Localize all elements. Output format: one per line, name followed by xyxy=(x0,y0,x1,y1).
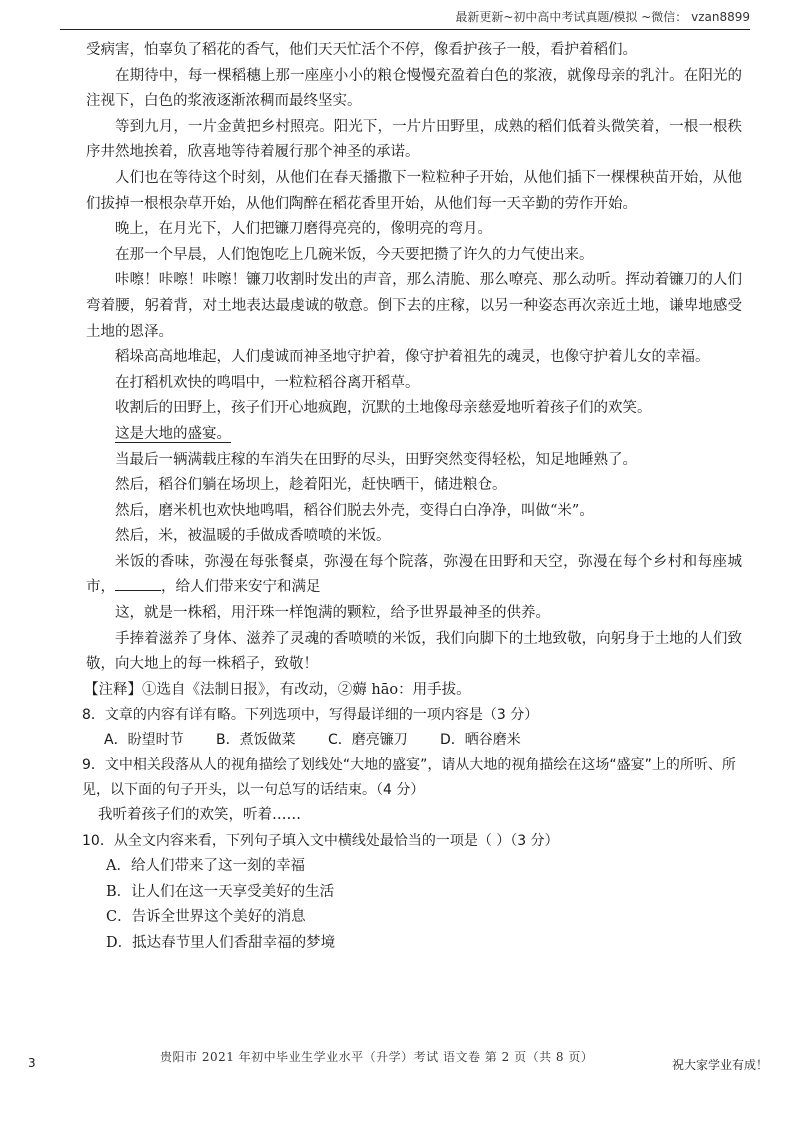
questions-section xyxy=(82,703,742,956)
passage-paragraph: 在那一个早晨，人们饱饱吃上几碗米饭，今天要把攒了许久的力气使出来。 xyxy=(115,246,594,263)
q10-option-c: C．告诉全世界这个美好的消息 xyxy=(106,909,306,926)
underlined-sentence: 这是大地的盛宴。 xyxy=(115,425,231,442)
passage-paragraph: 然后，稻谷们躺在场坝上，趁着阳光，赶快晒干，储进粮仓。 xyxy=(115,477,507,494)
footer-greeting: 祝大家学业有成！ xyxy=(671,1058,768,1072)
question-8-stem: 8．文章的内容有详有略。下列选项中，写得最详细的一项内容是（3 分） xyxy=(82,707,539,724)
question-9-lead: 我听着孩子们的欢笑，听着…… xyxy=(98,807,301,824)
page-header: 最新更新~初中高中考试真题/模拟 ~微信： vzan8899 xyxy=(60,8,750,30)
passage-paragraph: 咔嚓！咔嚓！咔嚓！镰刀收割时发出的声音，那么清脆、那么嘹亮、那么动听。挥动着镰刀的人们弯着腰，躬着背，对土地表达最虔诚的敬意。倒下去的庄稼，以另一种姿态再次亲近土地，谦卑地感受土地的恩泽。 xyxy=(86,272,742,340)
passage-paragraph: 等到九月，一片金黄把乡村照亮。阳光下，一片片田野里，成熟的稻们低着头微笑着，一根一根秩序井然地挨着，欣喜地等待着履行那个神圣的承诺。 xyxy=(86,118,742,161)
footer-exam-title: 贵阳市 2021 年初中毕业生学业水平（升学）考试 语文卷 第 2 页（共 8 页） xyxy=(160,1050,594,1064)
passage xyxy=(86,38,742,550)
page-number: 3 xyxy=(28,1056,36,1070)
passage-end-paragraph: 这，就是一株稻，用汗珠一样饱满的颗粒，给予世界最神圣的供养。 xyxy=(115,605,550,622)
passage-paragraph: 稻垛高高地堆起，人们虔诚而神圣地守护着，像守护着祖先的魂灵，也像守护着儿女的幸福。 xyxy=(115,349,710,366)
annotation-note: 【注释】①选自《法制日报》，有改动，②薅 hāo：用手拔。 xyxy=(84,681,471,698)
passage-end xyxy=(86,601,742,678)
q10-option-a: A．给人们带来了这一刻的幸福 xyxy=(106,858,305,875)
question-8-options xyxy=(82,728,742,753)
passage-paragraph: 在打稻机欢快的鸣唱中，一粒粒稻谷离开稻草。 xyxy=(115,374,420,391)
document-body xyxy=(82,38,742,956)
passage-paragraph: 晚上，在月光下，人们把镰刀磨得亮亮的，像明亮的弯月。 xyxy=(115,221,492,238)
question-9-stem: 9．文中相关段落从人的视角描绘了划线处“大地的盛宴”，请从大地的视角描绘在这场“盛宴”上的所听、所见，以下面的句子开头，以一句总写的话结束。（4 分） xyxy=(82,757,736,799)
blank-para-after: ，给人们带来安宁和满足 xyxy=(161,579,321,596)
q8-option-b: B．煮饭做菜 xyxy=(216,732,296,749)
q10-option-d: D．抵达春节里人们香甜幸福的梦境 xyxy=(106,934,336,951)
q8-option-c: C．磨亮镰刀 xyxy=(328,732,408,749)
q8-option-a: A．盼望时节 xyxy=(104,732,184,749)
passage-paragraph: 人们也在等待这个时刻，从他们在春天播撒下一粒粒种子开始，从他们插下一棵棵秧苗开始，从他们拔掉一根根杂草开始，从他们陶醉在稻花香里开始，从他们每一天辛勤的劳作开始。 xyxy=(86,169,742,212)
passage-paragraph: 在期待中，每一棵稻穗上那一座座小小的粮仓慢慢充盈着白色的浆液，就像母亲的乳汁。在阳光的注视下，白色的浆液逐渐浓稠而最终坚实。 xyxy=(86,67,742,110)
q10-option-b: B．让人们在这一天享受美好的生活 xyxy=(106,883,335,900)
fill-in-blank xyxy=(115,576,161,591)
question-10-stem: 10．从全文内容来看，下列句子填入文中横线处最恰当的一项是（ ）（3 分） xyxy=(82,833,559,850)
blank-para-before: 米饭的香味，弥漫在每张餐桌，弥漫在每个院落，弥漫在田野和天空，弥漫在每个乡村和每座城市， xyxy=(86,553,742,596)
passage-paragraph: 当最后一辆满载庄稼的车消失在田野的尽头，田野突然变得轻松，知足地睡熟了。 xyxy=(115,451,637,468)
passage-end-paragraph: 手捧着滋养了身体、滋养了灵魂的香喷喷的米饭，我们向脚下的土地致敬，向躬身于土地的人们致敬，向大地上的每一株稻子，致敬！ xyxy=(86,630,742,673)
passage-paragraph: 受病害，怕辜负了稻花的香气，他们天天忙活个不停，像看护孩子一般，看护着稻们。 xyxy=(86,42,637,58)
passage-paragraph-blank xyxy=(86,550,742,601)
passage-paragraph: 然后，米，被温暖的手做成香喷喷的米饭。 xyxy=(115,528,391,545)
passage-paragraph: 收割后的田野上，孩子们开心地疯跑，沉默的土地像母亲慈爱地听着孩子们的欢笑。 xyxy=(115,400,652,417)
passage-paragraph: 然后，磨米机也欢快地鸣唱，稻谷们脱去外壳，变得白白净净，叫做“米”。 xyxy=(115,502,594,519)
passage-paragraph xyxy=(86,422,742,448)
q8-option-d: D．晒谷磨米 xyxy=(440,732,521,749)
